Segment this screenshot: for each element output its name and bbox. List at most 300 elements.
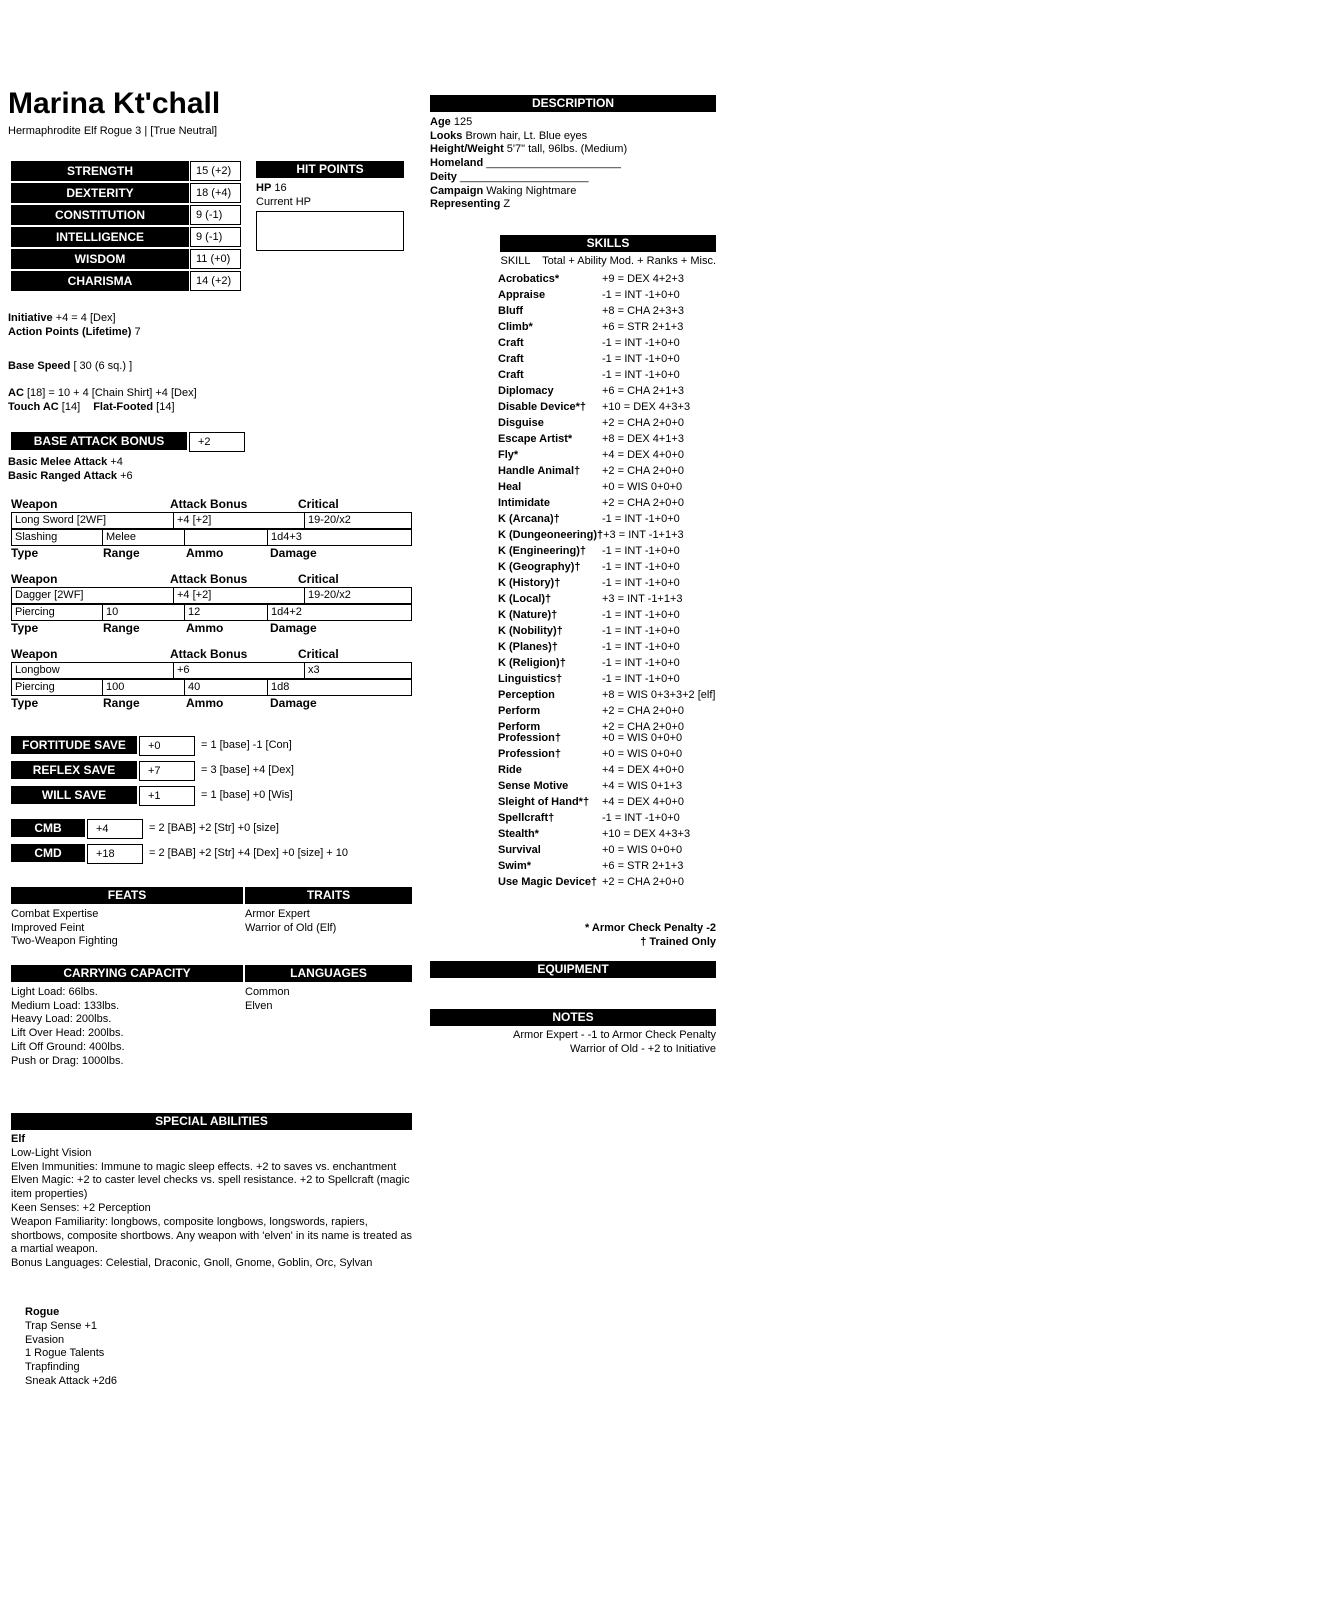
save-formula: = 1 [base] +0 [Wis] xyxy=(201,789,293,801)
ammo-col-label: Ammo xyxy=(186,546,224,560)
skill-row xyxy=(498,687,724,703)
weapon-table xyxy=(11,648,412,710)
list-item: Elven xyxy=(245,999,273,1012)
character-subtitle: Hermaphrodite Elf Rogue 3 | [True Neutral] xyxy=(8,125,218,137)
rogue-class-section xyxy=(25,1306,117,1389)
skill-row xyxy=(498,431,724,447)
ranged-attack-label: Basic Ranged Attack xyxy=(8,469,118,482)
skill-name: Profession† xyxy=(498,732,561,744)
special-ability-line: Keen Senses: +2 Perception xyxy=(11,1201,151,1214)
initiative-line xyxy=(8,312,141,326)
armor-class-block xyxy=(8,387,197,414)
weapon-damage: 1d4+2 xyxy=(267,605,411,620)
weapon-range: 100 xyxy=(102,680,184,695)
weapon-row-detail xyxy=(11,530,412,546)
critical-col-label: Critical xyxy=(298,572,339,586)
notes-section xyxy=(430,1009,716,1056)
weapon-name: Long Sword [2WF] xyxy=(15,514,107,526)
description-value: ______________________ xyxy=(486,157,621,170)
combat-maneuver-value-box: +4 xyxy=(87,819,143,839)
skill-value: +0 = WIS 0+0+0 xyxy=(602,732,683,744)
touch-ac-label: Touch AC xyxy=(8,400,59,413)
description-value: 125 xyxy=(453,116,473,128)
save-formula: = 3 [base] +4 [Dex] xyxy=(201,764,294,776)
base-speed-line xyxy=(8,360,132,374)
range-col-label: Range xyxy=(103,621,140,635)
save-row xyxy=(11,761,294,781)
skill-row xyxy=(498,415,724,431)
skill-value: +4 = DEX 4+0+0 xyxy=(602,796,684,808)
ranged-attack-value: +6 xyxy=(120,469,133,482)
description-label: Representing xyxy=(430,198,501,211)
range-col-label: Range xyxy=(103,546,140,560)
ability-score-box: 11 (+0) xyxy=(190,249,241,269)
skill-value: -1 = INT -1+0+0 xyxy=(602,641,680,653)
skill-row xyxy=(498,383,724,399)
skill-name: K (Local)† xyxy=(498,593,552,605)
melee-attack-line xyxy=(8,456,133,470)
skill-row xyxy=(498,511,724,527)
save-value-box: +0 xyxy=(139,736,195,756)
notes-header: NOTES xyxy=(430,1009,716,1026)
special-ability-line: Elven Immunities: Immune to magic sleep effects. +2 to saves vs. enchantment xyxy=(11,1160,397,1173)
list-item: Warrior of Old - +2 to Initiative xyxy=(569,1042,716,1055)
weapon-type: Slashing xyxy=(15,531,58,543)
list-item: Common xyxy=(245,986,290,998)
skill-name: Heal xyxy=(498,481,522,493)
list-item: Trapfinding xyxy=(25,1361,80,1374)
skill-name: Perform xyxy=(498,721,541,733)
title-block xyxy=(8,88,220,137)
skill-row xyxy=(498,746,724,762)
skill-name: Handle Animal† xyxy=(498,465,581,477)
skill-value: -1 = INT -1+0+0 xyxy=(602,545,680,557)
skills-list xyxy=(498,271,724,890)
current-hp-box xyxy=(256,211,404,251)
save-label: WILL SAVE xyxy=(11,786,137,804)
weapon-name: Longbow xyxy=(15,664,60,676)
ability-label: INTELLIGENCE xyxy=(11,227,189,247)
skill-value: -1 = INT -1+0+0 xyxy=(602,625,680,637)
special-abilities-header: SPECIAL ABILITIES xyxy=(11,1113,412,1130)
weapon-damage: 1d4+3 xyxy=(267,530,411,545)
description-row xyxy=(430,185,716,199)
combat-maneuver-formula: = 2 [BAB] +2 [Str] +4 [Dex] +0 [size] + 10 xyxy=(149,847,349,859)
weapon-table xyxy=(11,498,412,560)
skill-value: +10 = DEX 4+3+3 xyxy=(602,401,691,413)
combat-maneuver-value-box: +18 xyxy=(87,844,143,864)
skill-name: Linguistics† xyxy=(498,673,563,685)
skill-value: -1 = INT -1+0+0 xyxy=(602,609,680,621)
feats-traits-section xyxy=(11,887,412,949)
list-item: Sneak Attack +2d6 xyxy=(25,1374,118,1387)
hp-line xyxy=(256,182,404,196)
skill-row xyxy=(498,730,724,746)
skill-row xyxy=(498,778,724,794)
list-item: Medium Load: 133lbs. xyxy=(11,999,120,1012)
skill-row xyxy=(498,527,724,543)
weapon-table xyxy=(11,573,412,635)
list-item: Lift Off Ground: 400lbs. xyxy=(11,1040,125,1053)
skill-row xyxy=(498,874,724,890)
acp-footnote: * Armor Check Penalty -2 xyxy=(584,922,716,934)
skill-value: +10 = DEX 4+3+3 xyxy=(602,828,691,840)
description-header: DESCRIPTION xyxy=(430,95,716,112)
skill-name: K (Religion)† xyxy=(498,657,566,669)
character-name: Marina Kt'chall xyxy=(8,87,221,120)
skill-name: K (Nobility)† xyxy=(498,625,563,637)
weapon-attack-bonus: +4 [+2] xyxy=(173,588,304,603)
skill-value: +6 = STR 2+1+3 xyxy=(602,860,684,872)
skill-row xyxy=(498,303,724,319)
skill-name: Disable Device*† xyxy=(498,401,587,413)
ability-row xyxy=(11,271,241,291)
ability-label: STRENGTH xyxy=(11,161,189,181)
weapon-table-footer xyxy=(11,696,412,710)
skill-value: +2 = CHA 2+0+0 xyxy=(602,417,684,429)
special-abilities-section xyxy=(11,1113,412,1271)
list-item: Warrior of Old (Elf) xyxy=(245,921,337,934)
skill-name: Intimidate xyxy=(498,497,550,509)
combat-maneuver-row xyxy=(11,844,348,864)
skill-value: -1 = INT -1+0+0 xyxy=(602,289,680,301)
carrying-capacity-column xyxy=(11,965,243,1068)
critical-col-label: Critical xyxy=(298,497,339,511)
skill-value: +4 = WIS 0+1+3 xyxy=(602,780,683,792)
list-item: Improved Feint xyxy=(11,921,85,934)
ac-value: [18] = 10 + 4 [Chain Shirt] +4 [Dex] xyxy=(26,387,197,399)
list-item: Evasion xyxy=(25,1333,65,1346)
skill-row xyxy=(498,794,724,810)
skill-value: +8 = WIS 0+3+3+2 [elf] xyxy=(602,689,716,701)
skill-row xyxy=(498,607,724,623)
initiative-label: Initiative xyxy=(8,312,53,324)
type-col-label: Type xyxy=(11,621,39,635)
weapon-table-header xyxy=(11,573,412,587)
skill-row xyxy=(498,639,724,655)
special-abilities-race-heading: Elf xyxy=(11,1133,26,1145)
skill-name: Swim* xyxy=(498,860,532,872)
range-col-label: Range xyxy=(103,696,140,710)
base-attack-bonus-header: BASE ATTACK BONUS xyxy=(11,432,187,450)
skill-name: Sense Motive xyxy=(498,780,569,792)
weapon-table-header xyxy=(11,498,412,512)
combat-maneuver-label: CMD xyxy=(11,844,85,862)
skill-name: K (Arcana)† xyxy=(498,513,560,525)
skill-value: +8 = DEX 4+1+3 xyxy=(602,433,684,445)
list-item: Push or Drag: 1000lbs. xyxy=(11,1054,124,1067)
save-value-box: +1 xyxy=(139,786,195,806)
melee-attack-value: +4 xyxy=(110,456,123,468)
skill-row xyxy=(498,591,724,607)
weapon-type: Piercing xyxy=(15,606,55,618)
carrying-capacity-header: CARRYING CAPACITY xyxy=(11,965,243,982)
weapon-name: Dagger [2WF] xyxy=(15,589,84,601)
skill-value: +4 = DEX 4+0+0 xyxy=(602,449,684,461)
skill-name: Use Magic Device† xyxy=(498,876,598,888)
skill-value: +2 = CHA 2+0+0 xyxy=(602,721,684,733)
description-value: Z xyxy=(503,198,511,211)
attack-bonus-col-label: Attack Bonus xyxy=(170,647,248,661)
skill-name: Disguise xyxy=(498,417,544,429)
ability-score-box: 9 (-1) xyxy=(190,227,241,247)
skill-value: -1 = INT -1+0+0 xyxy=(602,337,680,349)
skill-name: Profession† xyxy=(498,748,561,760)
equipment-header: EQUIPMENT xyxy=(430,961,716,978)
skill-name: K (Planes)† xyxy=(498,641,558,653)
combat-maneuver-label: CMB xyxy=(11,819,85,837)
flat-footed-label: Flat-Footed xyxy=(93,400,154,413)
ammo-col-label: Ammo xyxy=(186,621,224,635)
skill-value: +0 = WIS 0+0+0 xyxy=(602,748,683,760)
skill-name: K (Geography)† xyxy=(498,561,581,573)
skill-name: Perception xyxy=(498,689,555,701)
weapon-type: Piercing xyxy=(15,681,55,693)
hit-points-section xyxy=(256,161,404,251)
base-attack-bonus-row xyxy=(11,432,245,452)
skill-name: Craft xyxy=(498,337,524,349)
combat-maneuvers-section xyxy=(11,819,348,869)
damage-col-label: Damage xyxy=(270,696,317,710)
weapon-row-main xyxy=(11,662,412,680)
skill-name: K (Engineering)† xyxy=(498,545,587,557)
special-ability-line: Low-Light Vision xyxy=(11,1146,92,1159)
skill-value: -1 = INT -1+0+0 xyxy=(602,812,680,824)
ac-line xyxy=(8,387,197,401)
skill-value: +0 = WIS 0+0+0 xyxy=(602,481,683,493)
attack-bonus-col-label: Attack Bonus xyxy=(170,497,248,511)
ammo-col-label: Ammo xyxy=(186,696,224,710)
feats-header: FEATS xyxy=(11,887,243,904)
ability-label: CHARISMA xyxy=(11,271,189,291)
weapon-col-label: Weapon xyxy=(11,497,58,511)
save-row xyxy=(11,786,294,806)
list-item: 1 Rogue Talents xyxy=(25,1347,105,1360)
skill-value: +6 = STR 2+1+3 xyxy=(602,321,684,333)
skill-row xyxy=(498,399,724,415)
skill-name: Stealth* xyxy=(498,828,539,840)
skill-value: +2 = CHA 2+0+0 xyxy=(602,876,684,888)
description-row xyxy=(430,143,716,157)
skill-row xyxy=(498,447,724,463)
skill-name: Sleight of Hand*† xyxy=(498,796,590,808)
skill-row xyxy=(498,703,724,719)
hit-points-header: HIT POINTS xyxy=(256,161,404,178)
skill-value: +8 = CHA 2+3+3 xyxy=(602,305,684,317)
description-label: Looks xyxy=(430,129,463,142)
list-item: Heavy Load: 200lbs. xyxy=(11,1013,112,1026)
ability-row xyxy=(11,249,241,269)
type-col-label: Type xyxy=(11,546,39,560)
description-value: Brown hair, Lt. Blue eyes xyxy=(465,129,588,142)
skill-value: -1 = INT -1+0+0 xyxy=(602,673,680,685)
special-ability-line: Bonus Languages: Celestial, Draconic, Gnoll, Gnome, Goblin, Orc, Sylvan xyxy=(11,1257,373,1270)
ability-row xyxy=(11,227,241,247)
weapon-range: 10 xyxy=(102,605,184,620)
list-item: Combat Expertise xyxy=(11,908,99,920)
skill-value: +9 = DEX 4+2+3 xyxy=(602,273,684,285)
skill-row xyxy=(498,762,724,778)
feats-column xyxy=(11,887,243,949)
skill-value: +2 = CHA 2+0+0 xyxy=(602,705,684,717)
carrying-languages-section xyxy=(11,965,412,1068)
initiative-value: +4 = 4 [Dex] xyxy=(55,312,116,324)
ability-score-box: 18 (+4) xyxy=(190,183,241,203)
ability-score-box: 9 (-1) xyxy=(190,205,241,225)
skill-name: Ride xyxy=(498,764,522,776)
special-ability-line: Elven Magic: +2 to caster level checks vs. spell resistance. +2 to Spellcraft (magic item properties) xyxy=(11,1174,410,1201)
skill-name: Craft xyxy=(498,369,524,381)
skill-value: -1 = INT -1+0+0 xyxy=(602,369,680,381)
list-item: Armor Expert xyxy=(245,908,310,920)
skill-name: K (Dungeoneering)† xyxy=(498,529,604,541)
weapon-row-main xyxy=(11,587,412,605)
description-label: Height/Weight xyxy=(430,143,504,156)
ac-label: AC xyxy=(8,387,24,399)
skills-footnotes xyxy=(430,921,716,949)
weapons-section xyxy=(11,498,412,723)
description-row xyxy=(430,157,716,171)
action-points-value: 7 xyxy=(134,325,141,338)
list-item: Armor Expert - -1 to Armor Check Penalty xyxy=(513,1029,716,1041)
weapon-critical: 19-20/x2 xyxy=(304,513,411,528)
list-item: Two-Weapon Fighting xyxy=(11,935,118,948)
weapon-table-footer xyxy=(11,621,412,635)
skill-name: Fly* xyxy=(498,449,519,461)
action-points-label: Action Points (Lifetime) xyxy=(8,325,132,338)
weapon-row-detail xyxy=(11,605,412,621)
ability-row xyxy=(11,183,241,203)
action-points-line xyxy=(8,326,141,340)
description-value: 5'7" tall, 96lbs. (Medium) xyxy=(506,143,628,156)
initiative-block xyxy=(8,312,141,339)
skill-row xyxy=(498,810,724,826)
languages-header: LANGUAGES xyxy=(245,965,412,982)
description-label: Homeland xyxy=(430,157,484,170)
weapon-damage: 1d8 xyxy=(267,680,411,695)
base-speed-block xyxy=(8,360,132,374)
weapon-table-header xyxy=(11,648,412,662)
traits-column xyxy=(245,887,412,949)
save-row xyxy=(11,736,294,756)
weapon-col-label: Weapon xyxy=(11,647,58,661)
save-label: FORTITUDE SAVE xyxy=(11,736,137,754)
skill-name: Diplomacy xyxy=(498,385,554,397)
weapon-ammo: 12 xyxy=(184,605,267,620)
skill-row xyxy=(498,655,724,671)
save-formula: = 1 [base] -1 [Con] xyxy=(201,739,292,751)
skill-row xyxy=(498,671,724,687)
description-label: Campaign xyxy=(430,184,484,197)
saves-section xyxy=(11,736,294,811)
skill-value: +4 = DEX 4+0+0 xyxy=(602,764,684,776)
skill-value: -1 = INT -1+0+0 xyxy=(602,353,680,365)
weapon-critical: 19-20/x2 xyxy=(304,588,411,603)
list-item: Light Load: 66lbs. xyxy=(11,986,98,998)
ability-label: DEXTERITY xyxy=(11,183,189,203)
current-hp-label: Current HP xyxy=(256,195,312,208)
skill-value: +2 = CHA 2+0+0 xyxy=(602,465,684,477)
ranged-attack-line xyxy=(8,470,133,484)
skill-row xyxy=(498,559,724,575)
ability-row xyxy=(11,205,241,225)
weapon-row-detail xyxy=(11,680,412,696)
weapon-ammo: 40 xyxy=(184,680,267,695)
skill-value: -1 = INT -1+0+0 xyxy=(602,513,680,525)
base-attack-bonus-value: +2 xyxy=(189,432,245,452)
flat-footed-value: [14] xyxy=(156,400,175,413)
skills-header: SKILLS xyxy=(500,235,716,252)
touch-flat-line xyxy=(8,401,197,415)
skill-name: Appraise xyxy=(498,289,546,301)
rogue-heading: Rogue xyxy=(25,1306,60,1318)
skill-name: Craft xyxy=(498,353,524,365)
skill-row xyxy=(498,271,724,287)
touch-ac-value: [14] xyxy=(61,400,81,413)
description-value: _____________________ xyxy=(459,170,589,183)
ability-score-box: 15 (+2) xyxy=(190,161,241,181)
critical-col-label: Critical xyxy=(298,647,339,661)
combat-maneuver-formula: = 2 [BAB] +2 [Str] +0 [size] xyxy=(149,822,279,834)
weapon-ammo xyxy=(184,530,267,545)
skill-row xyxy=(498,335,724,351)
skill-row xyxy=(498,319,724,335)
combat-maneuver-row xyxy=(11,819,348,839)
skill-name: K (History)† xyxy=(498,577,561,589)
skill-value: +0 = WIS 0+0+0 xyxy=(602,844,683,856)
damage-col-label: Damage xyxy=(270,621,317,635)
skill-row xyxy=(498,858,724,874)
description-row xyxy=(430,171,716,185)
skill-row xyxy=(498,623,724,639)
melee-attack-label: Basic Melee Attack xyxy=(8,456,108,468)
skill-value: +3 = INT -1+1+3 xyxy=(603,529,684,541)
weapon-col-label: Weapon xyxy=(11,572,58,586)
languages-column xyxy=(245,965,412,1068)
description-row xyxy=(430,198,716,212)
type-col-label: Type xyxy=(11,696,39,710)
base-speed-label: Base Speed xyxy=(8,360,71,372)
attack-bonus-col-label: Attack Bonus xyxy=(170,572,248,586)
skill-row xyxy=(498,543,724,559)
list-item: Trap Sense +1 xyxy=(25,1319,98,1332)
skill-row xyxy=(498,479,724,495)
description-value: Waking Nightmare xyxy=(486,184,577,197)
skills-column-header: SKILL Total + Ability Mod. + Ranks + Misc. xyxy=(500,255,716,267)
skill-row xyxy=(498,575,724,591)
skill-name: Survival xyxy=(498,844,541,856)
weapon-row-main xyxy=(11,512,412,530)
ability-score-box: 14 (+2) xyxy=(190,271,241,291)
traits-header: TRAITS xyxy=(245,887,412,904)
skill-row xyxy=(498,463,724,479)
weapon-range: Melee xyxy=(102,530,184,545)
skill-value: +2 = CHA 2+0+0 xyxy=(602,497,684,509)
ability-row xyxy=(11,161,241,181)
skill-value: +3 = INT -1+1+3 xyxy=(602,593,683,605)
skill-row xyxy=(498,826,724,842)
skill-value: -1 = INT -1+0+0 xyxy=(602,657,680,669)
description-label: Age xyxy=(430,116,451,128)
ability-label: CONSTITUTION xyxy=(11,205,189,225)
trained-only-footnote: † Trained Only xyxy=(640,936,716,948)
abilities-table xyxy=(11,161,241,293)
base-speed-value: [ 30 (6 sq.) ] xyxy=(73,360,133,372)
list-item: Lift Over Head: 200lbs. xyxy=(11,1027,124,1040)
weapon-attack-bonus: +6 xyxy=(173,663,304,678)
save-value-box: +7 xyxy=(139,761,195,781)
skill-row xyxy=(498,367,724,383)
